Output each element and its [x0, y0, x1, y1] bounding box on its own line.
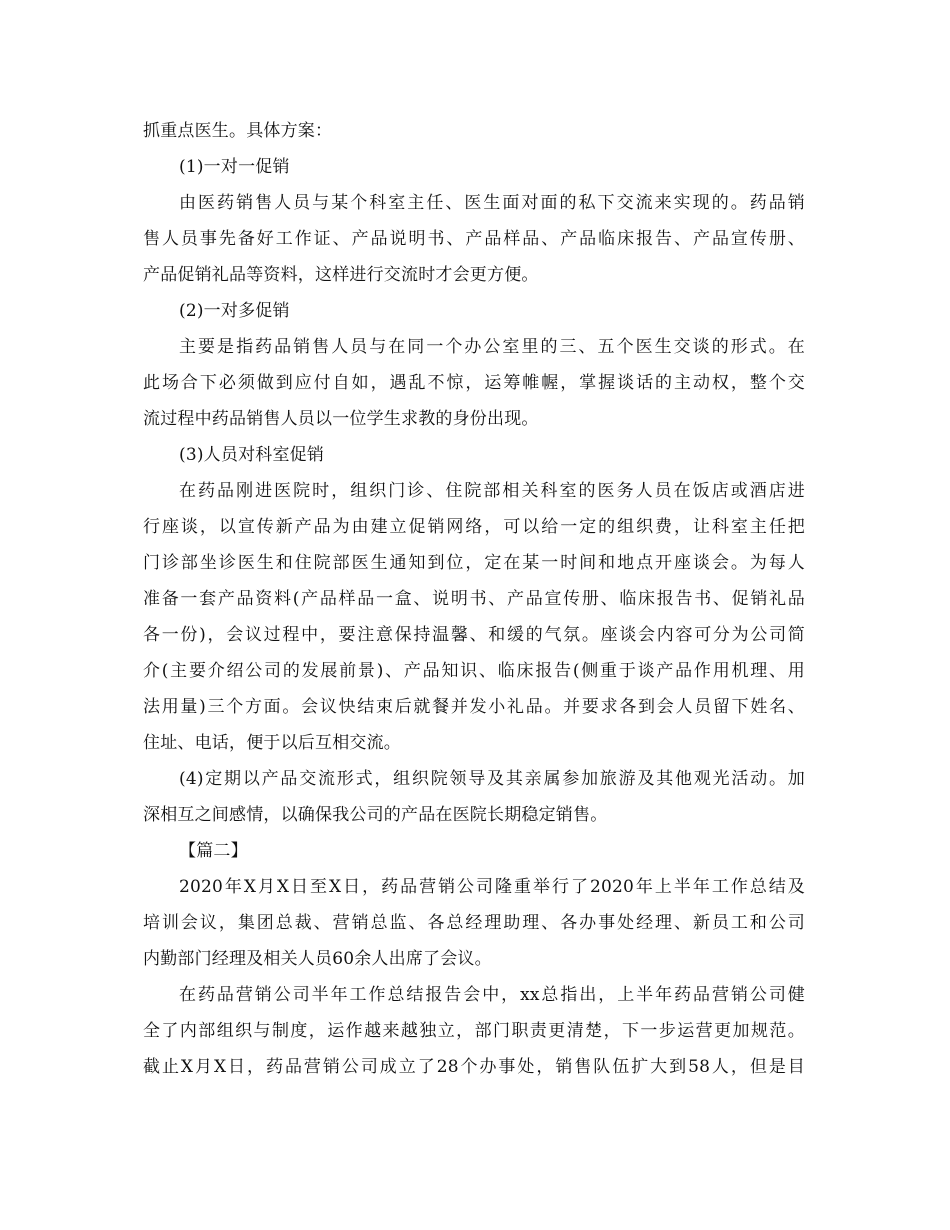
text-line: 行座谈，以宣传新产品为由建立促销网络，可以给一定的组织费，让科室主任把 [143, 517, 805, 537]
section-heading: (2)一对多促销 [179, 301, 290, 321]
text-line: 住址、电话，便于以后互相交流。 [143, 733, 401, 753]
text-line: 抓重点医生。具体方案： [143, 121, 333, 141]
section-heading: (3)人员对科室促销 [179, 445, 325, 465]
text-line: 2020年X月X日至X日，药品营销公司隆重举行了2020年上半年工作总结及 [179, 877, 805, 897]
text-line: 流过程中药品销售人员以一位学生求教的身份出现。 [143, 409, 539, 429]
text-line: 在药品刚进医院时，组织门诊、住院部相关科室的医务人员在饭店或酒店进 [179, 481, 805, 501]
text-line: 内勤部门经理及相关人员60余人出席了会议。 [143, 949, 492, 969]
text-line: (4)定期以产品交流形式，组织院领导及其亲属参加旅游及其他观光活动。加 [179, 769, 805, 789]
section-title: 【篇二】 [179, 841, 248, 861]
text-line: 截止X月X日，药品营销公司成立了28个办事处，销售队伍扩大到58人，但是目 [143, 1057, 805, 1077]
section-heading: (1)一对一促销 [179, 157, 290, 177]
text-line: 准备一套产品资料(产品样品一盒、说明书、产品宣传册、临床报告书、促销礼品 [143, 589, 805, 609]
text-line: 深相互之间感情，以确保我公司的产品在医院长期稳定销售。 [143, 805, 608, 825]
text-line: 由医药销售人员与某个科室主任、医生面对面的私下交流来实现的。药品销 [179, 193, 805, 213]
text-line: 培训会议，集团总裁、营销总监、各总经理助理、各办事处经理、新员工和公司 [143, 913, 805, 933]
document-body [143, 113, 805, 1085]
text-line: 在药品营销公司半年工作总结报告会中，xx总指出，上半年药品营销公司健 [179, 985, 805, 1005]
text-line: 售人员事先备好工作证、产品说明书、产品样品、产品临床报告、产品宣传册、 [143, 229, 805, 249]
text-line: 全了内部组织与制度，运作越来越独立，部门职责更清楚，下一步运营更加规范。 [143, 1021, 805, 1041]
text-line: 介(主要介绍公司的发展前景)、产品知识、临床报告(侧重于谈产品作用机理、用 [143, 661, 805, 681]
text-line: 门诊部坐诊医生和住院部医生通知到位，定在某一时间和地点开座谈会。为每人 [143, 553, 805, 573]
text-line: 此场合下必须做到应付自如，遇乱不惊，运筹帷幄，掌握谈话的主动权，整个交 [143, 373, 805, 393]
text-line: 法用量)三个方面。会议快结束后就餐并发小礼品。并要求各到会人员留下姓名、 [143, 697, 805, 717]
text-line: 主要是指药品销售人员与在同一个办公室里的三、五个医生交谈的形式。在 [179, 337, 805, 357]
text-line: 产品促销礼品等资料，这样进行交流时才会更方便。 [143, 265, 539, 285]
text-line: 各一份)，会议过程中，要注意保持温馨、和缓的气氛。座谈会内容可分为公司简 [143, 625, 805, 645]
